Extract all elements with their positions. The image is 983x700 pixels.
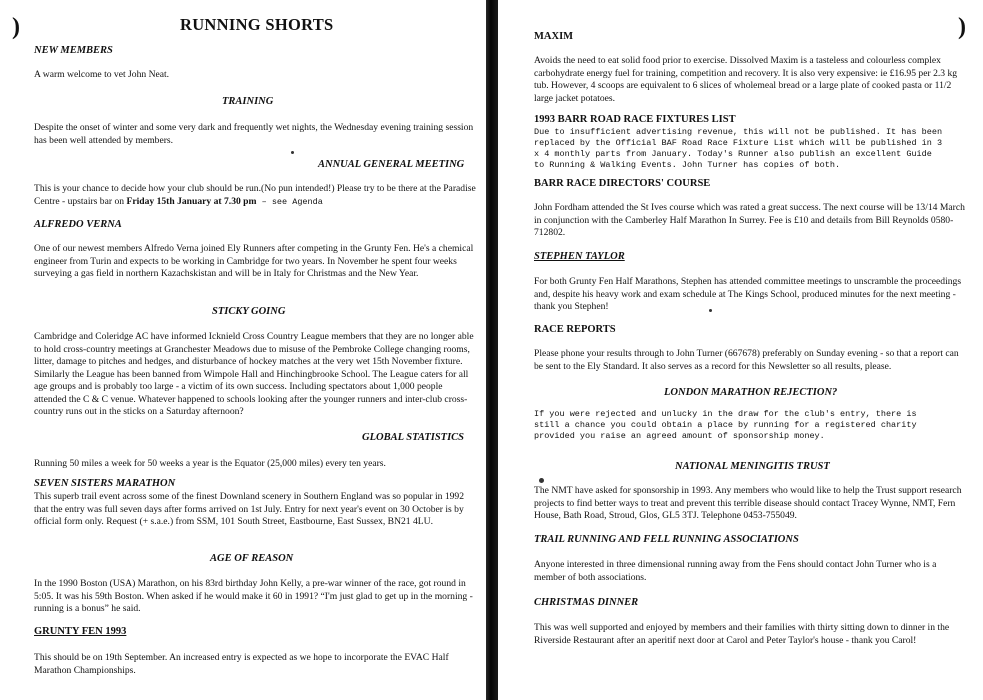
body-christmas-dinner: This was well supported and enjoyed by members and their families with thirty sitting down to dinner in the Riverside Restaurant after an aperitif next door at Carol and Peter Taylor's house - thank you Carol! [534, 622, 950, 646]
heading-maxim: MAXIM [534, 31, 574, 42]
heading-fixtures-list: 1993 BARR ROAD RACE FIXTURES LIST [534, 114, 736, 125]
heading-training: TRAINING [222, 96, 274, 107]
left-page [0, 0, 486, 700]
body-global-statistics: Running 50 miles a week for 50 weeks a year is the Equator (25,000 miles) every ten years. [34, 458, 386, 469]
agm-text: This is your chance to decide how your club should be run.(No pun intended!) Please try to be there at the Paradise Centre - upstairs bar on [34, 183, 476, 207]
heading-seven-sisters: SEVEN SISTERS MARATHON [34, 478, 176, 489]
scan-speck [539, 478, 544, 483]
scan-speck [709, 309, 712, 312]
body-age-of-reason: In the 1990 Boston (USA) Marathon, on his 83rd birthday John Kelly, a pre-war winner of the race, got round in 5:05. It was his 59th Boston. When asked if he would make it 60 in 1991? “I'm just glad to get up in the morning - running is a bonus” he said. [34, 578, 473, 614]
heading-london-marathon: LONDON MARATHON REJECTION? [664, 387, 838, 398]
heading-trail-running: TRAIL RUNNING AND FELL RUNNING ASSOCIATIONS [534, 534, 799, 545]
body-sticky-going: Cambridge and Coleridge AC have informed Icknield Cross Country League members that they are no longer able to hold cross-country meetings at Granchester Meadows due to misuse of the Pembroke College changing rooms, litter, damage to pitches and hedges, and disturbance of hockey matches at the very wet 15th November fixture. Similarly the League has been banned from Wimpole Hall and Hinchingbrooke School. The League caters for all age groups and is probably too large - a victim of its own success. Including spectators about 1,000 people attended the C & C venue. Whatever happened to schools looking after the younger runners and inter-club cross-country runs out in the sticks on a Saturday afternoon? [34, 331, 474, 417]
body-directors-course: John Fordham attended the St Ives course which was rated a great success. The next course will be 13/14 March in conjunction with the Camberley Half Marathon In Surrey. Fee is £10 and details from Bill Reynolds 0580-712802. [534, 202, 965, 238]
heading-stephen-taylor: STEPHEN TAYLOR [534, 251, 625, 262]
body-new-members: A warm welcome to vet John Neat. [34, 69, 170, 80]
body-alfredo-verna: One of our newest members Alfredo Verna joined Ely Runners after competing in the Grunty Fen. He's a chemical engineer from Turin and expects to be working in Cambridge for two years. In November he spent four weeks surveying a gas field in northern Kazachskistan and will be in Italy for Christmas and the New Year. [34, 243, 474, 279]
body-race-reports: Please phone your results through to John Turner (667678) preferably on Sunday evening - so that a report can be sent to the Ely Standard. It also serves as a record for this Newsletter so all results, please. [534, 348, 959, 372]
body-maxim: Avoids the need to eat solid food prior to exercise. Dissolved Maxim is a tasteless and colourless complex carbohydrate energy fuel for training, competition and recovery. It is also very expensive: ie £16.95 per 2.3 kg tub. However, 4 scoops are equivalent to 6 slices of wholemeal bread or a large plate of cooked pasta or 11/2 large jacket potatoes. [534, 55, 958, 104]
heading-christmas-dinner: CHRISTMAS DINNER [534, 597, 639, 608]
heading-new-members: NEW MEMBERS [34, 45, 113, 56]
agm-date: Friday 15th January at 7.30 pm [126, 195, 257, 207]
right-page [498, 0, 983, 700]
heading-grunty-fen: GRUNTY FEN 1993 [34, 626, 127, 637]
body-london-marathon: If you were rejected and unlucky in the draw for the club's entry, there is still a chance you could obtain a place by running for a registered charity provided you raise an agreed amount of sponsorship money. [534, 409, 917, 441]
heading-race-reports: RACE REPORTS [534, 324, 616, 335]
heading-age-of-reason: AGE OF REASON [210, 553, 294, 564]
body-fixtures-list: Due to insufficient advertising revenue, this will not be published. It has been replaced by the Official BAF Road Race Fixture List which will be published in 3 x 4 monthly parts from January. Today's Runner also publish an excellent Guide to Running & Walking Events. John Turner has copies of both. [534, 127, 943, 170]
heading-alfredo-verna: ALFREDO VERNA [34, 219, 122, 230]
body-agm [34, 183, 476, 208]
heading-meningitis-trust: NATIONAL MENINGITIS TRUST [675, 461, 830, 472]
left-page-bracket: ) [12, 14, 20, 40]
body-seven-sisters: This superb trail event across some of the finest Downland scenery in Southern England was so popular in 1992 that the entry was full seven days after forms arrived on 1st July. Entry for next year's event on 30 October is by official form only. Request (+ s.a.e.) from SSM, 101 South Street, Eastbourne, East Sussex, BN21 4LU. [34, 491, 465, 527]
right-page-bracket: ) [958, 14, 966, 40]
scan-speck [291, 151, 294, 154]
page-gutter [486, 0, 498, 700]
heading-global-statistics: GLOBAL STATISTICS [362, 432, 465, 443]
body-grunty-fen: This should be on 19th September. An increased entry is expected as we hope to incorporate the EVAC Half Marathon Championships. [34, 652, 449, 676]
heading-agm: ANNUAL GENERAL MEETING [318, 159, 465, 170]
body-meningitis-trust: The NMT have asked for sponsorship in 1993. Any members who would like to help the Trust support research projects to find better ways to treat and prevent this terrible disease should contact Tracey Wynne, NMT, Fern House, Bath Road, Stroud, Glos, GL5 3TJ. Telephone 0453-755049. [534, 485, 962, 521]
body-training: Despite the onset of winter and some very dark and frequently wet nights, the Wednesday evening training session has been well attended by members. [34, 122, 474, 146]
body-trail-running: Anyone interested in three dimensional running away from the Fens should contact John Turner who is a member of both associations. [534, 559, 937, 583]
newsletter-title: RUNNING SHORTS [180, 15, 334, 34]
body-stephen-taylor: For both Grunty Fen Half Marathons, Stephen has attended committee meetings to unscramble the proceedings and, despite his heavy work and exam schedule at The Kings School, produced minutes for the next meeting - thank you Stephen! [534, 276, 962, 312]
heading-sticky-going: STICKY GOING [212, 306, 286, 317]
heading-directors-course: BARR RACE DIRECTORS' COURSE [534, 178, 711, 189]
agm-agenda-note: – see Agenda [256, 196, 323, 207]
